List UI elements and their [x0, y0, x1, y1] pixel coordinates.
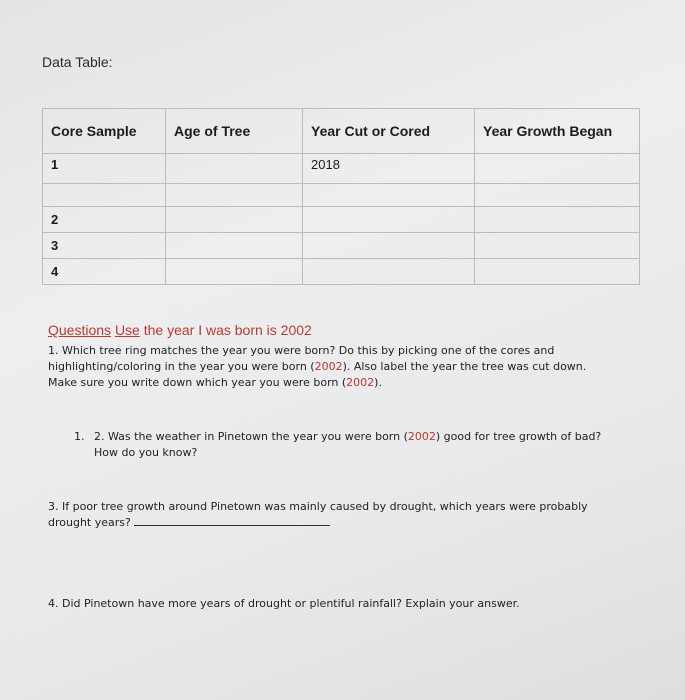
cell-growth[interactable]: [475, 233, 640, 259]
q2-text-b: ) good for tree growth of bad?: [435, 430, 602, 443]
q1-year-b: 2002: [346, 376, 375, 389]
cell-growth[interactable]: [475, 207, 640, 233]
cell-year-cut[interactable]: [303, 233, 475, 259]
cell-age[interactable]: [166, 207, 303, 233]
use-word: Use: [114, 322, 140, 338]
birth-year-note: the year I was born is 2002: [143, 322, 312, 338]
cell-year-cut[interactable]: [303, 184, 475, 207]
cell-year-cut: 2018: [303, 154, 475, 184]
table-row: [43, 233, 640, 259]
cell-growth[interactable]: [475, 259, 640, 285]
header-year-growth-began: Year Growth Began: [475, 109, 640, 154]
cell-year-cut[interactable]: [303, 259, 475, 285]
q1-text-c: ).: [374, 376, 382, 389]
q2-list-number: 1.: [74, 430, 85, 443]
cell-age[interactable]: [166, 184, 303, 207]
question-4: 4. Did Pinetown have more years of drought or plentiful rainfall? Explain your answer.: [48, 597, 520, 610]
q2-line-1: [74, 429, 614, 445]
q3-line-1: 3. If poor tree growth around Pinetown was mainly caused by drought, which years were probably: [48, 500, 588, 513]
cell-core: [43, 184, 166, 207]
header-core-sample: Core Sample: [43, 109, 166, 154]
cell-core: 3: [43, 233, 166, 259]
q2-line-2: How do you know?: [94, 446, 198, 459]
cell-age[interactable]: [166, 154, 303, 184]
question-3: [48, 499, 618, 531]
table-row: [43, 184, 640, 207]
table-header-row: [43, 109, 640, 154]
q2-year: 2002: [407, 430, 436, 443]
q2-text-a: 2. Was the weather in Pinetown the year you were born (: [94, 430, 408, 443]
cell-core: 4: [43, 259, 166, 285]
cell-age[interactable]: [166, 233, 303, 259]
table-row: [43, 154, 640, 184]
q1-year-a: 2002: [314, 360, 343, 373]
cell-core: 1: [43, 154, 166, 184]
table-row: [43, 259, 640, 285]
q3-prompt: drought years?: [48, 516, 131, 529]
header-year-cut: Year Cut or Cored: [303, 109, 475, 154]
cell-age[interactable]: [166, 259, 303, 285]
questions-word: Questions: [48, 322, 112, 338]
q3-line-2: [48, 515, 618, 531]
cell-year-cut[interactable]: [303, 207, 475, 233]
question-2: [74, 429, 614, 461]
cell-growth[interactable]: [475, 184, 640, 207]
cell-core: 2: [43, 207, 166, 233]
page-title: Data Table:: [42, 54, 113, 70]
data-table: [42, 108, 640, 285]
q1-text-b: ). Also label the year the tree was cut down. Make sure you write down which year you were born (: [48, 360, 587, 389]
question-1: [48, 343, 618, 391]
questions-heading: [48, 322, 312, 338]
q1-text-a: 1. Which tree ring matches the year you were born? Do this by picking one of the cores and highlighting/coloring in the year you were born (: [48, 344, 555, 373]
header-age-of-tree: Age of Tree: [166, 109, 303, 154]
table-row: [43, 207, 640, 233]
cell-growth[interactable]: [475, 154, 640, 184]
answer-blank-line[interactable]: [134, 515, 330, 526]
